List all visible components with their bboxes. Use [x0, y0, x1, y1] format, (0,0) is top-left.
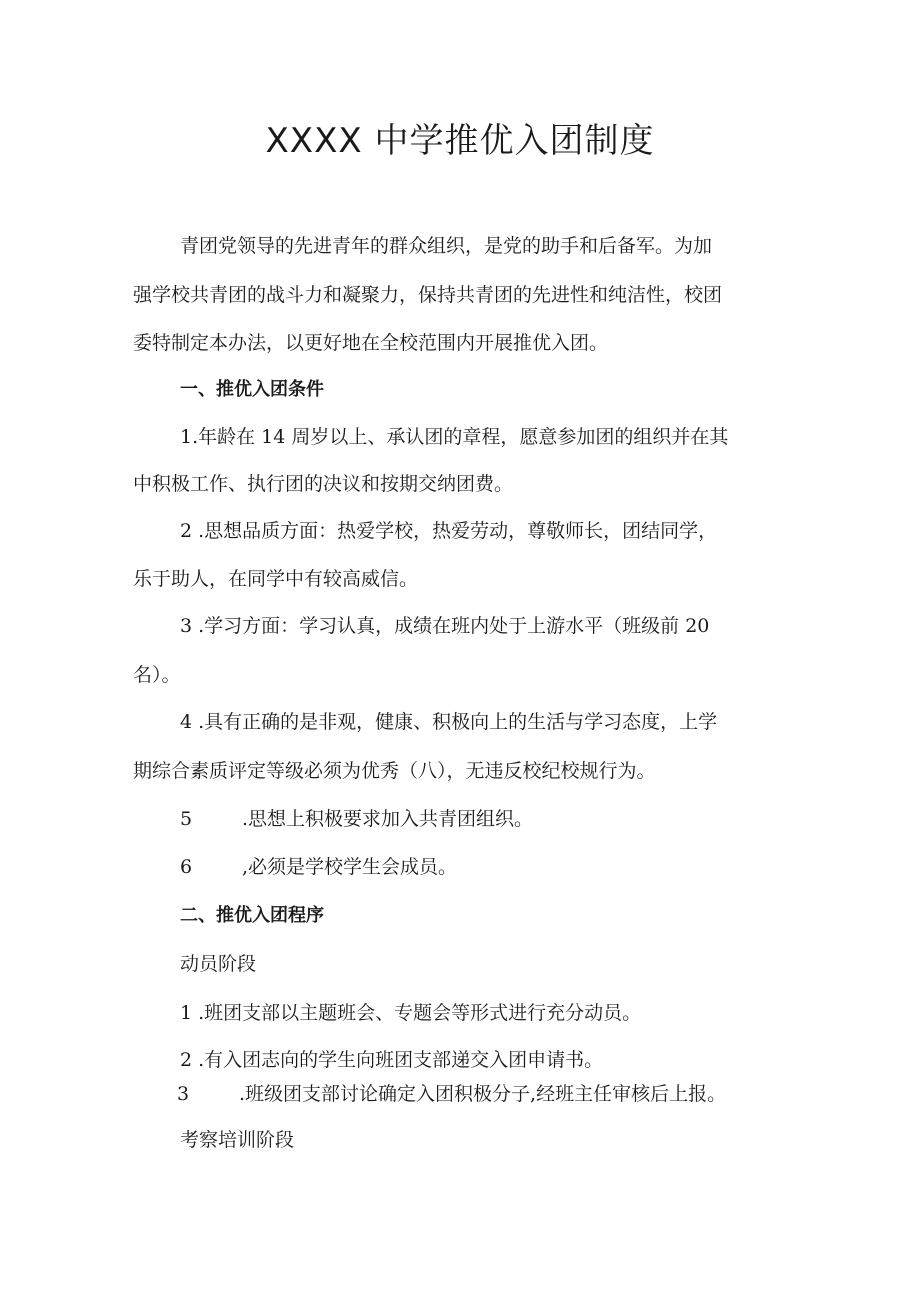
procedure-step-2: 2 .有入团志向的学生向班团支部递交入团申请书。: [180, 1049, 604, 1071]
procedure-step-3-text: .班级团支部讨论确定入团积极分子,经班主任审核后上报。: [239, 1083, 727, 1105]
condition-6-text: ,必须是学校学生会成员。: [242, 856, 458, 878]
stage-mobilization: 动员阶段: [180, 953, 257, 975]
condition-1-line-2: 中积极工作、执行团的决议和按期交纳团费。: [133, 473, 514, 495]
intro-line-3: 委特制定本办法，以更好地在全校范围内开展推优入团。: [133, 332, 609, 354]
section-heading-procedure: 二、推优入团程序: [180, 905, 324, 926]
condition-6: [180, 854, 457, 880]
condition-3-line-1: 3 .学习方面：学习认真，成绩在班内处于上游水平（班级前 20: [180, 615, 710, 637]
intro-line-1: 青团党领导的先进青年的群众组织，是党的助手和后备军。为加: [180, 235, 713, 257]
condition-1-line-1: 1.年龄在 14 周岁以上、承认团的章程，愿意参加团的组织并在其: [180, 426, 729, 448]
condition-3-line-2: 名）。: [133, 664, 181, 686]
section-heading-conditions: 一、推优入团条件: [180, 379, 324, 400]
condition-6-number: 6: [180, 856, 193, 878]
condition-4-line-1: 4 .具有正确的是非观，健康、积极向上的生活与学习态度，上学: [180, 711, 718, 733]
document-title: XXXX 中学推优入团制度: [265, 121, 655, 161]
condition-4-line-2: 期综合素质评定等级必须为优秀（八），无违反校纪校规行为。: [133, 760, 656, 782]
condition-5-text: .思想上积极要求加入共青团组织。: [242, 808, 534, 830]
condition-2-line-1: 2 .思想品质方面：热爱学校，热爱劳动，尊敬师长，团结同学，: [180, 520, 718, 542]
condition-5: [180, 806, 533, 832]
procedure-step-3-number: 3: [177, 1083, 190, 1105]
procedure-step-3: [177, 1081, 726, 1107]
condition-2-line-2: 乐于助人，在同学中有较高威信。: [133, 568, 419, 590]
procedure-step-1: 1 .班团支部以主题班会、专题会等形式进行充分动员。: [180, 1002, 642, 1024]
stage-assessment-training: 考察培训阶段: [180, 1129, 295, 1151]
intro-line-2: 强学校共青团的战斗力和凝聚力，保持共青团的先进性和纯洁性，校团: [133, 284, 723, 306]
condition-5-number: 5: [180, 808, 193, 830]
